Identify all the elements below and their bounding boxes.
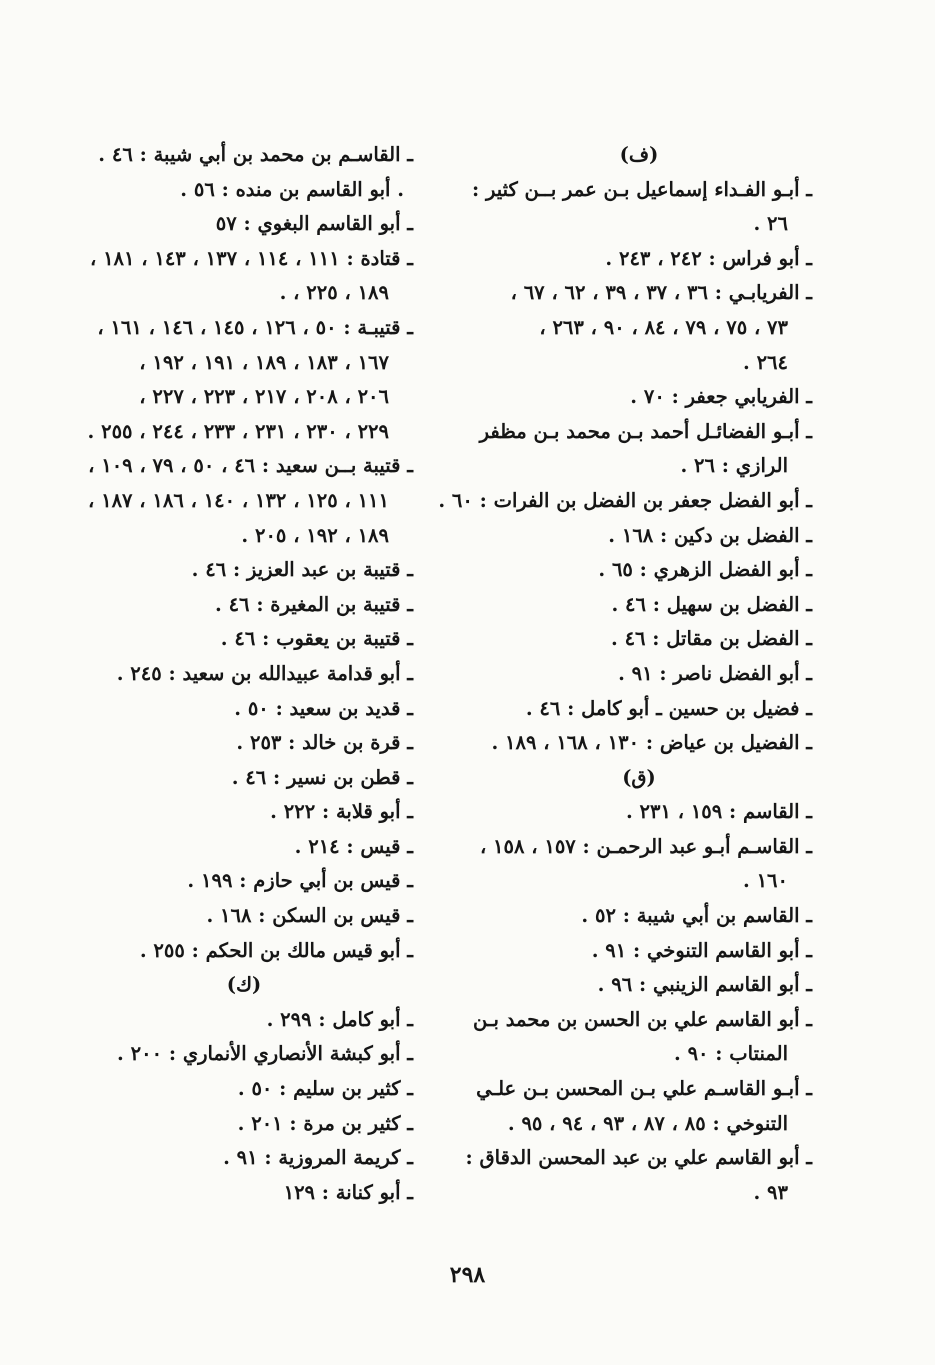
index-entry (55, 449, 413, 553)
entry-continuation-line: الرازي : ٢٦ . (680, 454, 788, 478)
index-entry (55, 899, 413, 934)
entry-name-line: ـ قتادة : ١١١ ، ١١٤ ، ١٣٧ ، ١٤٣ ، ١٨١ ، (89, 246, 413, 270)
entry-name-line: ـ القاسـم أبـو عبد الرحمـن : ١٥٧ ، ١٥٨ ، (479, 834, 812, 858)
entry-name-line: . أبو القاسم بن منده : ٥٦ . (180, 177, 404, 201)
entry-continuation-line: ٢٦٤ . (743, 350, 788, 374)
entry-name-line: ـ الفضيل بن عياض : ١٣٠ ، ١٦٨ ، ١٨٩ . (491, 731, 812, 755)
index-entry (55, 1037, 413, 1072)
index-column-right (438, 138, 812, 1210)
index-entry (460, 519, 812, 554)
entry-name-line: ـ قطن بن نسير : ٤٦ . (231, 765, 413, 789)
index-entry (55, 830, 413, 865)
entry-name-line: ـ أبو القاسم التنوخي : ٩١ . (591, 938, 812, 962)
entry-name-line: ـ القاسم : ١٥٩ ، ٢٣١ . (625, 800, 812, 824)
entry-name-line: ـ القاسـم بن محمد بن أبي شيبة : ٤٦ . (98, 143, 413, 166)
entry-continuation-line: ٩٣ . (753, 1180, 788, 1204)
entry-name-line: ـ أبو كبشة الأنصاري الأنماري : ٢٠٠ . (117, 1042, 413, 1066)
index-entry (460, 242, 812, 277)
section-letter-heading: (ف) (619, 143, 659, 166)
entry-name-line: ـ أبـو الفضائـل أحمد بـن محمد بـن مظفر (479, 419, 812, 443)
entry-name-line: ـ كريمة المروزية : ٩١ . (223, 1146, 413, 1170)
entry-name-line: ـ قيس بن السكن : ١٦٨ . (206, 904, 413, 928)
index-entry (55, 1072, 413, 1107)
entry-name-line: ـ القاسم بن أبي شيبة : ٥٢ . (581, 904, 812, 928)
entry-name-line: ـ أبو القاسم علي بن عبد المحسن الدقاق : (465, 1146, 812, 1170)
entry-continuation-line: ٢٦ . (753, 212, 788, 236)
entry-name-line: ـ قتيبة بن عبد العزيز : ٤٦ . (191, 558, 413, 582)
page-number: ٢٩٨ (449, 1262, 486, 1288)
index-entry (55, 588, 413, 623)
entry-continuation-line: المنتاب : ٩٠ . (673, 1042, 788, 1066)
entry-continuation-line: ١١١ ، ١٢٥ ، ١٣٢ ، ١٤٠ ، ١٨٦ ، ١٨٧ ، (88, 488, 389, 512)
index-entry (55, 864, 413, 899)
index-entry (460, 173, 812, 242)
index-entry (460, 1003, 812, 1072)
index-entry (460, 830, 812, 899)
index-entry (460, 1072, 812, 1141)
entry-continuation-line: ١٨٩ ، ١٩٢ ، ٢٠٥ . (241, 523, 389, 547)
entry-name-line: ـ قرة بن خالد : ٢٥٣ . (236, 731, 413, 755)
index-entry (460, 1141, 812, 1210)
index-entry (460, 657, 812, 692)
entry-name-line: ـ أبو الفضل جعفر بن الفضل بن الفرات : ٦٠ . (438, 488, 812, 512)
entry-name-line: ـ أبو قيس مالك بن الحكم : ٢٥٥ . (139, 938, 413, 962)
entry-name-line: ـ أبو القاسم البغوي : ٥٧ (215, 212, 413, 236)
index-entry (55, 138, 413, 173)
entry-name-line: ـ الفضل بن مقاتل : ٤٦ . (610, 627, 812, 651)
index-entry (55, 692, 413, 727)
index-entry (55, 1141, 413, 1176)
entry-name-line: ـ أبو القاسم علي بن الحسن بن محمد بـن (472, 1007, 812, 1031)
index-entry (55, 934, 413, 969)
section-letter-heading: (ك) (226, 973, 262, 997)
index-entry (55, 1003, 413, 1038)
index-entry (460, 588, 812, 623)
entry-name-line: ـ الفريابـي : ٣٦ ، ٣٧ ، ٣٩ ، ٦٢ ، ٦٧ ، (510, 281, 812, 305)
index-entry (460, 726, 812, 761)
entry-continuation-line: ٧٣ ، ٧٥ ، ٧٩ ، ٨٤ ، ٩٠ ، ٢٦٣ ، (539, 315, 788, 339)
entry-name-line: ـ قيس : ٢١٤ . (294, 834, 413, 858)
entry-continuation-line: ١٨٩ ، ٢٢٥ ، . (279, 281, 389, 305)
index-entry (55, 207, 413, 242)
index-entry (55, 795, 413, 830)
entry-name-line: ـ قتيبة بن المغيرة : ٤٦ . (215, 592, 413, 616)
index-entry (55, 311, 413, 449)
entry-continuation-line: ٢٢٩ ، ٢٣٠ ، ٢٣١ ، ٢٣٣ ، ٢٤٤ ، ٢٥٥ . (87, 419, 389, 443)
entry-continuation-line: ١٦٠ . (743, 869, 788, 893)
index-entry (55, 726, 413, 761)
entry-name-line: ـ كثير بن سليم : ٥٠ . (237, 1077, 413, 1101)
entry-name-line: ـ أبـو الفـداء إسماعيل بـن عمر بــن كثير : (471, 177, 812, 201)
index-entry (460, 899, 812, 934)
entry-name-line: ـ قتيبة بــن سعيد : ٤٦ ، ٥٠ ، ٧٩ ، ١٠٩ ، (88, 454, 413, 478)
index-entry (460, 415, 812, 484)
index-entry (55, 1107, 413, 1142)
entry-name-line: ـ أبو فراس : ٢٤٢ ، ٢٤٣ . (605, 246, 812, 270)
index-entry (460, 968, 812, 1003)
entry-name-line: ـ أبو كامل : ٢٩٩ . (266, 1007, 413, 1031)
index-column-left (55, 138, 413, 1210)
entry-name-line: ـ أبو قدامة عبيدالله بن سعيد : ٢٤٥ . (116, 661, 413, 685)
entry-name-line: ـ قديد بن سعيد : ٥٠ . (234, 696, 413, 720)
entry-name-line: ـ أبو الفضل ناصر : ٩١ . (618, 661, 812, 685)
index-entry (55, 761, 413, 796)
entry-continuation-line: التنوخي : ٨٥ ، ٨٧ ، ٩٣ ، ٩٤ ، ٩٥ . (507, 1111, 788, 1135)
index-entry (460, 380, 812, 415)
entry-name-line: ـ أبو الفضل الزهري : ٦٥ . (598, 558, 812, 582)
entry-continuation-line: ٢٠٦ ، ٢٠٨ ، ٢١٧ ، ٢٢٣ ، ٢٢٧ ، (139, 385, 389, 409)
entry-name-line: ـ الفريابي جعفر : ٧٠ . (630, 385, 812, 409)
entry-name-line: ـ كثير بن مرة : ٢٠١ . (237, 1111, 413, 1135)
entry-name-line: ـ فضيل بن حسين ـ أبو كامل : ٤٦ . (525, 696, 812, 720)
index-entry (460, 276, 812, 380)
entry-name-line: ـ أبو القاسم الزينبي : ٩٦ . (597, 973, 812, 997)
entry-name-line: ـ أبو كنانة : ١٢٩ (283, 1180, 413, 1204)
entry-name-line: ـ قتيبة بن يعقوب : ٤٦ . (220, 627, 413, 651)
entry-name-line: ـ الفضل بن سهيل : ٤٦ . (611, 592, 812, 616)
index-entry (55, 657, 413, 692)
index-entry (55, 622, 413, 657)
index-entry (460, 934, 812, 969)
index-entry (55, 1176, 413, 1211)
index-entry (460, 795, 812, 830)
entry-name-line: ـ أبـو القاسـم علي بـن المحسن بـن علـي (476, 1077, 812, 1101)
index-entry (460, 692, 812, 727)
entry-name-line: ـ قتيبـة : ٥٠ ، ١٢٦ ، ١٤٥ ، ١٤٦ ، ١٦١ ، (97, 315, 413, 339)
index-entry (55, 173, 413, 208)
index-entry (438, 484, 812, 519)
index-entry (55, 553, 413, 588)
index-entry (460, 622, 812, 657)
section-letter-heading: (ق) (622, 765, 656, 789)
entry-name-line: ـ أبو قلابة : ٢٢٢ . (270, 800, 413, 824)
index-entry (55, 242, 413, 311)
entry-name-line: ـ الفضل بن دكين : ١٦٨ . (608, 523, 812, 547)
entry-continuation-line: ١٦٧ ، ١٨٣ ، ١٨٩ ، ١٩١ ، ١٩٢ ، (139, 350, 389, 374)
entry-name-line: ـ قيس بن أبي حازم : ١٩٩ . (187, 869, 413, 893)
index-entry (460, 553, 812, 588)
